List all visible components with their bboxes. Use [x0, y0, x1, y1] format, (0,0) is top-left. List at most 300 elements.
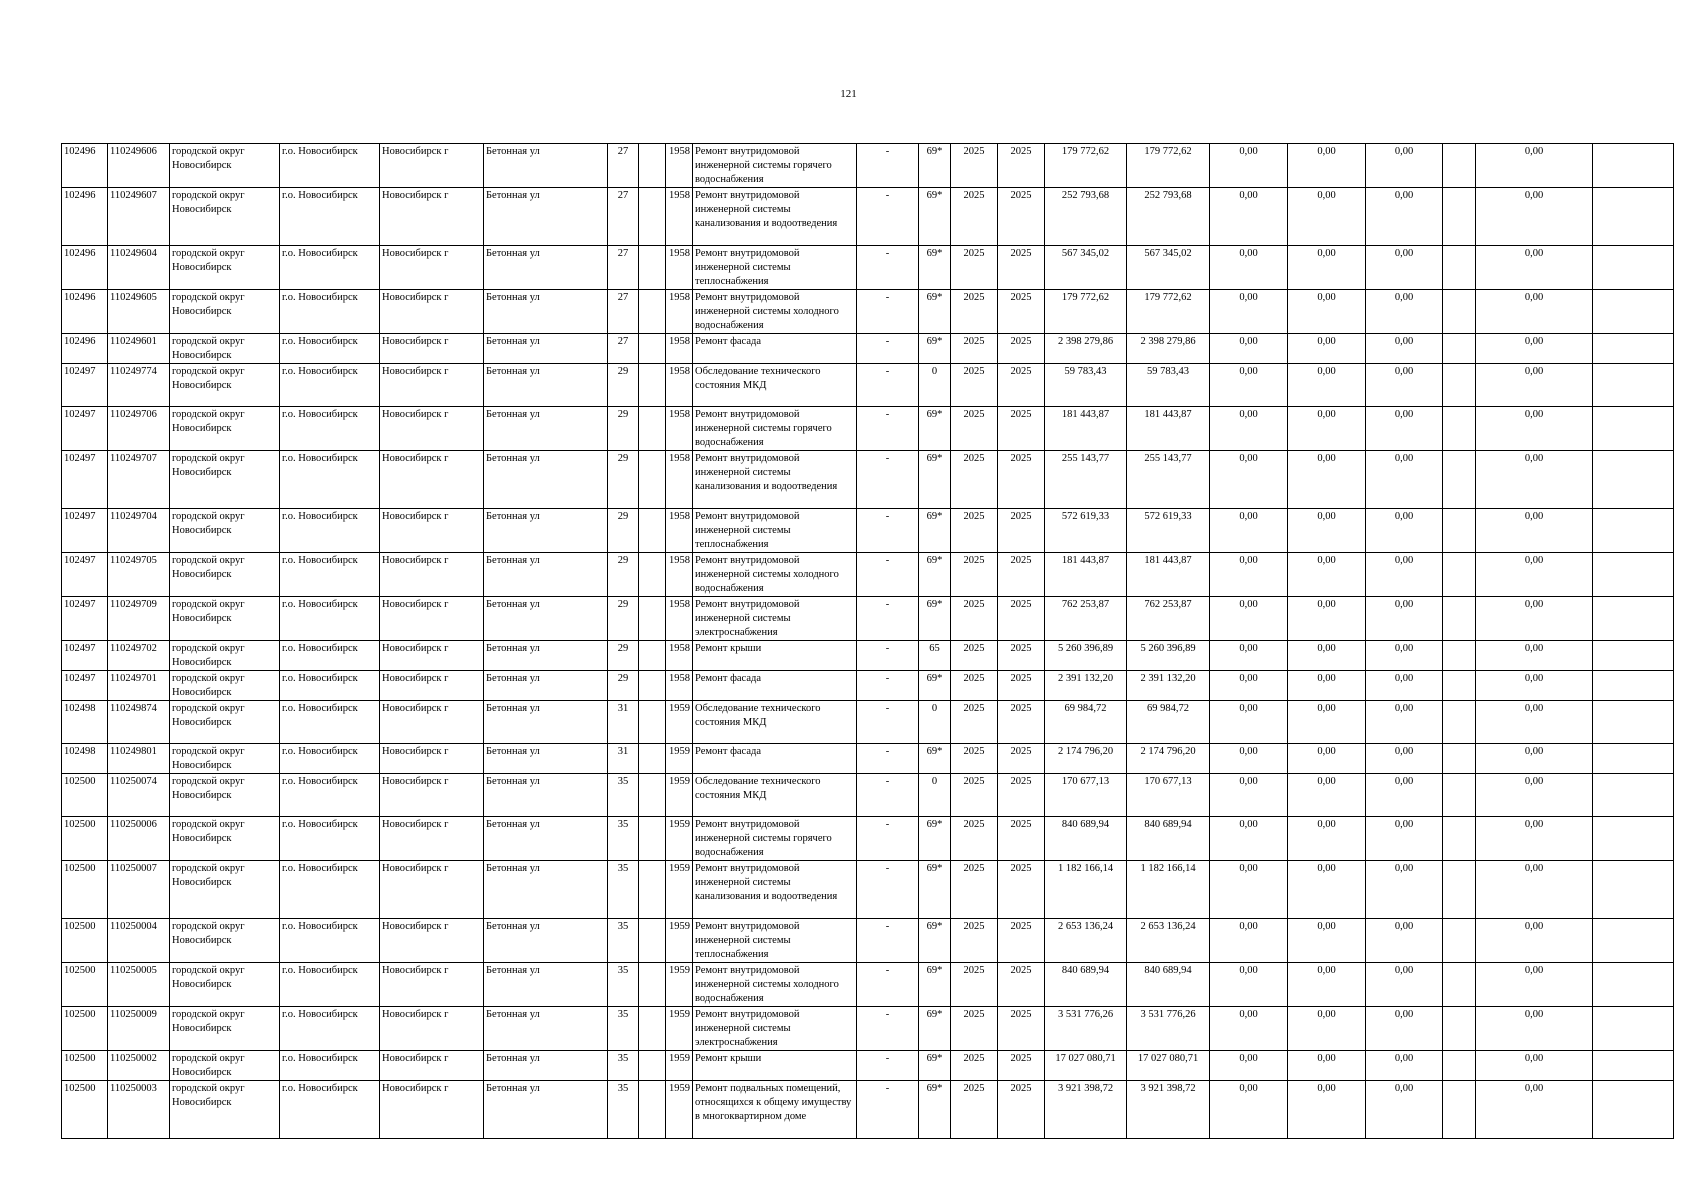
cell-plan-year-start: 2025: [951, 144, 998, 188]
cell-work-id: 110249707: [108, 451, 170, 509]
cell-wear-percent: 69*: [919, 188, 951, 246]
cell-other-funds: 0,00: [1476, 701, 1593, 744]
cell-wear-percent: 0: [919, 364, 951, 407]
cell-owners-funds: 0,00: [1366, 144, 1443, 188]
cell-plan-year-end: 2025: [998, 744, 1045, 774]
cell-budget-subject: 0,00: [1210, 553, 1288, 597]
cell-house-id: 102500: [62, 1081, 108, 1139]
table-row: [62, 334, 1674, 364]
cell-fund-cost: 69 984,72: [1127, 701, 1210, 744]
cell-house-number: 35: [608, 919, 639, 963]
cell-city-district: г.о. Новосибирск: [280, 774, 380, 817]
cell-total-cost: 840 689,94: [1045, 817, 1127, 861]
cell-work-type: Ремонт внутридомовой инженерной системы холодного водоснабжения: [693, 290, 857, 334]
cell-budget-subject: 0,00: [1210, 1081, 1288, 1139]
cell-note: [1443, 1081, 1476, 1139]
cell-municipality: городской округ Новосибирск: [170, 963, 280, 1007]
cell-street: Бетонная ул: [484, 1081, 608, 1139]
table-row: [62, 246, 1674, 290]
cell-other-funds: 0,00: [1476, 290, 1593, 334]
cell-unit: -: [857, 553, 919, 597]
cell-year-built: 1959: [666, 1007, 693, 1051]
cell-municipality: городской округ Новосибирск: [170, 509, 280, 553]
cell-unit: -: [857, 144, 919, 188]
cell-locality: Новосибирск г: [380, 188, 484, 246]
cell-fund-cost: 572 619,33: [1127, 509, 1210, 553]
cell-plan-year-start: 2025: [951, 774, 998, 817]
cell-municipality: городской округ Новосибирск: [170, 290, 280, 334]
cell-extra: [1593, 290, 1674, 334]
cell-work-type: Ремонт внутридомовой инженерной системы канализования и водоотведения: [693, 188, 857, 246]
cell-other-funds: 0,00: [1476, 597, 1593, 641]
cell-street: Бетонная ул: [484, 774, 608, 817]
cell-city-district: г.о. Новосибирск: [280, 246, 380, 290]
cell-year-built: 1959: [666, 817, 693, 861]
cell-other-funds: 0,00: [1476, 553, 1593, 597]
cell-locality: Новосибирск г: [380, 1007, 484, 1051]
cell-other-funds: 0,00: [1476, 641, 1593, 671]
cell-city-district: г.о. Новосибирск: [280, 1007, 380, 1051]
cell-extra: [1593, 246, 1674, 290]
cell-fund-cost: 252 793,68: [1127, 188, 1210, 246]
cell-city-district: г.о. Новосибирск: [280, 407, 380, 451]
cell-street: Бетонная ул: [484, 641, 608, 671]
cell-year-built: 1959: [666, 744, 693, 774]
cell-owners-funds: 0,00: [1366, 1051, 1443, 1081]
cell-municipality: городской округ Новосибирск: [170, 671, 280, 701]
cell-extra: [1593, 144, 1674, 188]
cell-municipality: городской округ Новосибирск: [170, 188, 280, 246]
cell-unit: -: [857, 334, 919, 364]
cell-street: Бетонная ул: [484, 290, 608, 334]
cell-house-number: 35: [608, 1081, 639, 1139]
cell-locality: Новосибирск г: [380, 1051, 484, 1081]
cell-work-id: 110250002: [108, 1051, 170, 1081]
cell-work-id: 110249702: [108, 641, 170, 671]
cell-house-id: 102497: [62, 509, 108, 553]
cell-total-cost: 181 443,87: [1045, 407, 1127, 451]
cell-work-type: Ремонт крыши: [693, 641, 857, 671]
cell-building: [639, 701, 666, 744]
cell-house-id: 102497: [62, 364, 108, 407]
cell-extra: [1593, 861, 1674, 919]
cell-owners-funds: 0,00: [1366, 641, 1443, 671]
cell-total-cost: 3 921 398,72: [1045, 1081, 1127, 1139]
cell-budget-local: 0,00: [1288, 246, 1366, 290]
cell-work-type: Ремонт внутридомовой инженерной системы электроснабжения: [693, 1007, 857, 1051]
cell-work-type: Ремонт внутридомовой инженерной системы канализования и водоотведения: [693, 451, 857, 509]
cell-extra: [1593, 671, 1674, 701]
cell-unit: -: [857, 451, 919, 509]
cell-other-funds: 0,00: [1476, 451, 1593, 509]
cell-total-cost: 181 443,87: [1045, 553, 1127, 597]
cell-house-id: 102497: [62, 407, 108, 451]
cell-work-id: 110250004: [108, 919, 170, 963]
cell-budget-subject: 0,00: [1210, 701, 1288, 744]
cell-budget-local: 0,00: [1288, 144, 1366, 188]
cell-house-number: 29: [608, 509, 639, 553]
cell-street: Бетонная ул: [484, 817, 608, 861]
cell-work-id: 110249706: [108, 407, 170, 451]
cell-other-funds: 0,00: [1476, 817, 1593, 861]
cell-note: [1443, 1051, 1476, 1081]
cell-year-built: 1958: [666, 364, 693, 407]
cell-building: [639, 509, 666, 553]
cell-work-type: Ремонт подвальных помещений, относящихся к общему имуществу в многоквартирном доме: [693, 1081, 857, 1139]
cell-locality: Новосибирск г: [380, 701, 484, 744]
cell-note: [1443, 1007, 1476, 1051]
cell-plan-year-start: 2025: [951, 246, 998, 290]
cell-municipality: городской округ Новосибирск: [170, 597, 280, 641]
cell-locality: Новосибирск г: [380, 597, 484, 641]
cell-owners-funds: 0,00: [1366, 1007, 1443, 1051]
cell-other-funds: 0,00: [1476, 919, 1593, 963]
cell-budget-local: 0,00: [1288, 451, 1366, 509]
cell-year-built: 1958: [666, 188, 693, 246]
cell-total-cost: 1 182 166,14: [1045, 861, 1127, 919]
register-body: [62, 144, 1674, 1139]
cell-building: [639, 861, 666, 919]
cell-house-id: 102496: [62, 290, 108, 334]
capital-repair-register-table: [61, 143, 1674, 1139]
cell-note: [1443, 144, 1476, 188]
cell-municipality: городской округ Новосибирск: [170, 701, 280, 744]
cell-plan-year-end: 2025: [998, 641, 1045, 671]
cell-unit: -: [857, 1051, 919, 1081]
cell-total-cost: 59 783,43: [1045, 364, 1127, 407]
cell-building: [639, 188, 666, 246]
table-row: [62, 553, 1674, 597]
cell-unit: -: [857, 246, 919, 290]
cell-total-cost: 255 143,77: [1045, 451, 1127, 509]
cell-other-funds: 0,00: [1476, 1007, 1593, 1051]
cell-fund-cost: 170 677,13: [1127, 774, 1210, 817]
cell-note: [1443, 963, 1476, 1007]
cell-owners-funds: 0,00: [1366, 744, 1443, 774]
cell-year-built: 1959: [666, 963, 693, 1007]
table-row: [62, 597, 1674, 641]
cell-year-built: 1958: [666, 597, 693, 641]
cell-plan-year-start: 2025: [951, 597, 998, 641]
cell-owners-funds: 0,00: [1366, 188, 1443, 246]
cell-extra: [1593, 1007, 1674, 1051]
table-row: [62, 919, 1674, 963]
cell-street: Бетонная ул: [484, 701, 608, 744]
cell-budget-local: 0,00: [1288, 671, 1366, 701]
cell-plan-year-end: 2025: [998, 1051, 1045, 1081]
cell-plan-year-end: 2025: [998, 246, 1045, 290]
cell-total-cost: 840 689,94: [1045, 963, 1127, 1007]
cell-plan-year-end: 2025: [998, 188, 1045, 246]
table-row: [62, 509, 1674, 553]
cell-work-id: 110250006: [108, 817, 170, 861]
cell-house-number: 35: [608, 817, 639, 861]
cell-plan-year-end: 2025: [998, 817, 1045, 861]
cell-plan-year-start: 2025: [951, 919, 998, 963]
cell-work-id: 110249605: [108, 290, 170, 334]
cell-budget-subject: 0,00: [1210, 188, 1288, 246]
cell-street: Бетонная ул: [484, 963, 608, 1007]
cell-work-type: Ремонт внутридомовой инженерной системы горячего водоснабжения: [693, 407, 857, 451]
cell-total-cost: 3 531 776,26: [1045, 1007, 1127, 1051]
cell-owners-funds: 0,00: [1366, 451, 1443, 509]
cell-plan-year-start: 2025: [951, 744, 998, 774]
cell-budget-subject: 0,00: [1210, 451, 1288, 509]
cell-street: Бетонная ул: [484, 671, 608, 701]
cell-locality: Новосибирск г: [380, 451, 484, 509]
cell-total-cost: 2 174 796,20: [1045, 744, 1127, 774]
cell-plan-year-start: 2025: [951, 407, 998, 451]
cell-work-id: 110249701: [108, 671, 170, 701]
cell-total-cost: 69 984,72: [1045, 701, 1127, 744]
cell-year-built: 1959: [666, 774, 693, 817]
cell-work-type: Ремонт внутридомовой инженерной системы горячего водоснабжения: [693, 817, 857, 861]
cell-other-funds: 0,00: [1476, 509, 1593, 553]
cell-wear-percent: 69*: [919, 919, 951, 963]
cell-municipality: городской округ Новосибирск: [170, 1081, 280, 1139]
table-row: [62, 451, 1674, 509]
cell-work-type: Ремонт внутридомовой инженерной системы теплоснабжения: [693, 246, 857, 290]
cell-fund-cost: 59 783,43: [1127, 364, 1210, 407]
cell-total-cost: 179 772,62: [1045, 144, 1127, 188]
cell-city-district: г.о. Новосибирск: [280, 597, 380, 641]
cell-year-built: 1959: [666, 1081, 693, 1139]
cell-work-type: Ремонт внутридомовой инженерной системы теплоснабжения: [693, 509, 857, 553]
cell-note: [1443, 817, 1476, 861]
cell-work-type: Ремонт фасада: [693, 744, 857, 774]
cell-budget-subject: 0,00: [1210, 641, 1288, 671]
cell-house-number: 35: [608, 963, 639, 1007]
cell-street: Бетонная ул: [484, 407, 608, 451]
cell-fund-cost: 3 921 398,72: [1127, 1081, 1210, 1139]
cell-total-cost: 252 793,68: [1045, 188, 1127, 246]
cell-total-cost: 17 027 080,71: [1045, 1051, 1127, 1081]
cell-budget-local: 0,00: [1288, 919, 1366, 963]
cell-budget-subject: 0,00: [1210, 919, 1288, 963]
cell-municipality: городской округ Новосибирск: [170, 817, 280, 861]
cell-wear-percent: 69*: [919, 671, 951, 701]
cell-city-district: г.о. Новосибирск: [280, 1051, 380, 1081]
cell-budget-subject: 0,00: [1210, 861, 1288, 919]
cell-building: [639, 671, 666, 701]
cell-owners-funds: 0,00: [1366, 671, 1443, 701]
cell-budget-local: 0,00: [1288, 407, 1366, 451]
cell-year-built: 1958: [666, 144, 693, 188]
cell-work-id: 110249704: [108, 509, 170, 553]
cell-extra: [1593, 744, 1674, 774]
cell-plan-year-end: 2025: [998, 1007, 1045, 1051]
cell-unit: -: [857, 817, 919, 861]
cell-total-cost: 2 653 136,24: [1045, 919, 1127, 963]
cell-owners-funds: 0,00: [1366, 364, 1443, 407]
cell-fund-cost: 255 143,77: [1127, 451, 1210, 509]
cell-budget-local: 0,00: [1288, 553, 1366, 597]
cell-municipality: городской округ Новосибирск: [170, 641, 280, 671]
cell-year-built: 1959: [666, 701, 693, 744]
cell-wear-percent: 69*: [919, 451, 951, 509]
cell-extra: [1593, 334, 1674, 364]
cell-municipality: городской округ Новосибирск: [170, 744, 280, 774]
cell-wear-percent: 69*: [919, 290, 951, 334]
cell-house-id: 102498: [62, 744, 108, 774]
cell-wear-percent: 69*: [919, 963, 951, 1007]
cell-fund-cost: 17 027 080,71: [1127, 1051, 1210, 1081]
cell-fund-cost: 3 531 776,26: [1127, 1007, 1210, 1051]
cell-unit: -: [857, 641, 919, 671]
cell-work-type: Ремонт внутридомовой инженерной системы канализования и водоотведения: [693, 861, 857, 919]
cell-plan-year-end: 2025: [998, 553, 1045, 597]
table-row: [62, 1051, 1674, 1081]
cell-wear-percent: 69*: [919, 246, 951, 290]
cell-budget-local: 0,00: [1288, 641, 1366, 671]
cell-extra: [1593, 597, 1674, 641]
cell-locality: Новосибирск г: [380, 744, 484, 774]
cell-budget-subject: 0,00: [1210, 671, 1288, 701]
cell-budget-local: 0,00: [1288, 1051, 1366, 1081]
cell-extra: [1593, 188, 1674, 246]
cell-budget-subject: 0,00: [1210, 334, 1288, 364]
cell-locality: Новосибирск г: [380, 334, 484, 364]
cell-work-type: Обследование технического состояния МКД: [693, 364, 857, 407]
cell-budget-subject: 0,00: [1210, 744, 1288, 774]
cell-plan-year-start: 2025: [951, 701, 998, 744]
cell-owners-funds: 0,00: [1366, 553, 1443, 597]
cell-house-number: 27: [608, 290, 639, 334]
cell-plan-year-end: 2025: [998, 701, 1045, 744]
table-row: [62, 671, 1674, 701]
cell-plan-year-end: 2025: [998, 290, 1045, 334]
cell-plan-year-start: 2025: [951, 817, 998, 861]
cell-extra: [1593, 1051, 1674, 1081]
cell-building: [639, 407, 666, 451]
cell-note: [1443, 861, 1476, 919]
cell-building: [639, 597, 666, 641]
cell-extra: [1593, 1081, 1674, 1139]
cell-work-id: 110250007: [108, 861, 170, 919]
cell-house-id: 102498: [62, 701, 108, 744]
cell-wear-percent: 69*: [919, 597, 951, 641]
cell-plan-year-start: 2025: [951, 1007, 998, 1051]
cell-street: Бетонная ул: [484, 1051, 608, 1081]
cell-building: [639, 774, 666, 817]
cell-extra: [1593, 364, 1674, 407]
table-row: [62, 963, 1674, 1007]
cell-city-district: г.о. Новосибирск: [280, 144, 380, 188]
cell-wear-percent: 0: [919, 774, 951, 817]
cell-extra: [1593, 407, 1674, 451]
cell-fund-cost: 567 345,02: [1127, 246, 1210, 290]
cell-owners-funds: 0,00: [1366, 701, 1443, 744]
cell-house-number: 35: [608, 861, 639, 919]
cell-other-funds: 0,00: [1476, 407, 1593, 451]
cell-budget-local: 0,00: [1288, 364, 1366, 407]
cell-street: Бетонная ул: [484, 553, 608, 597]
cell-extra: [1593, 509, 1674, 553]
cell-owners-funds: 0,00: [1366, 407, 1443, 451]
cell-building: [639, 451, 666, 509]
cell-note: [1443, 701, 1476, 744]
cell-other-funds: 0,00: [1476, 671, 1593, 701]
cell-budget-local: 0,00: [1288, 597, 1366, 641]
cell-work-id: 110249606: [108, 144, 170, 188]
cell-other-funds: 0,00: [1476, 364, 1593, 407]
cell-municipality: городской округ Новосибирск: [170, 919, 280, 963]
cell-house-number: 27: [608, 144, 639, 188]
cell-extra: [1593, 817, 1674, 861]
cell-plan-year-end: 2025: [998, 597, 1045, 641]
cell-wear-percent: 65: [919, 641, 951, 671]
cell-house-number: 29: [608, 641, 639, 671]
cell-work-id: 110250074: [108, 774, 170, 817]
cell-municipality: городской округ Новосибирск: [170, 334, 280, 364]
cell-year-built: 1958: [666, 553, 693, 597]
cell-municipality: городской округ Новосибирск: [170, 407, 280, 451]
cell-plan-year-end: 2025: [998, 1081, 1045, 1139]
cell-plan-year-start: 2025: [951, 553, 998, 597]
cell-fund-cost: 2 174 796,20: [1127, 744, 1210, 774]
cell-building: [639, 1081, 666, 1139]
cell-owners-funds: 0,00: [1366, 509, 1443, 553]
cell-owners-funds: 0,00: [1366, 919, 1443, 963]
cell-house-id: 102500: [62, 774, 108, 817]
cell-building: [639, 919, 666, 963]
cell-extra: [1593, 701, 1674, 744]
cell-building: [639, 553, 666, 597]
cell-unit: -: [857, 407, 919, 451]
cell-municipality: городской округ Новосибирск: [170, 451, 280, 509]
cell-locality: Новосибирск г: [380, 144, 484, 188]
cell-plan-year-start: 2025: [951, 451, 998, 509]
cell-note: [1443, 290, 1476, 334]
cell-other-funds: 0,00: [1476, 774, 1593, 817]
cell-house-id: 102496: [62, 144, 108, 188]
cell-city-district: г.о. Новосибирск: [280, 641, 380, 671]
cell-street: Бетонная ул: [484, 188, 608, 246]
cell-locality: Новосибирск г: [380, 553, 484, 597]
cell-house-id: 102497: [62, 451, 108, 509]
cell-city-district: г.о. Новосибирск: [280, 334, 380, 364]
cell-unit: -: [857, 671, 919, 701]
cell-house-number: 31: [608, 744, 639, 774]
cell-city-district: г.о. Новосибирск: [280, 1081, 380, 1139]
cell-fund-cost: 2 653 136,24: [1127, 919, 1210, 963]
cell-extra: [1593, 641, 1674, 671]
cell-house-number: 27: [608, 246, 639, 290]
cell-locality: Новосибирск г: [380, 963, 484, 1007]
cell-other-funds: 0,00: [1476, 144, 1593, 188]
cell-budget-subject: 0,00: [1210, 290, 1288, 334]
cell-street: Бетонная ул: [484, 919, 608, 963]
cell-locality: Новосибирск г: [380, 407, 484, 451]
cell-municipality: городской округ Новосибирск: [170, 246, 280, 290]
cell-extra: [1593, 774, 1674, 817]
cell-city-district: г.о. Новосибирск: [280, 919, 380, 963]
cell-city-district: г.о. Новосибирск: [280, 817, 380, 861]
cell-street: Бетонная ул: [484, 509, 608, 553]
cell-wear-percent: 69*: [919, 1051, 951, 1081]
cell-budget-local: 0,00: [1288, 701, 1366, 744]
cell-house-id: 102497: [62, 641, 108, 671]
cell-work-type: Ремонт внутридомовой инженерной системы электроснабжения: [693, 597, 857, 641]
cell-unit: -: [857, 364, 919, 407]
cell-budget-subject: 0,00: [1210, 963, 1288, 1007]
cell-note: [1443, 364, 1476, 407]
cell-work-type: Ремонт внутридомовой инженерной системы горячего водоснабжения: [693, 144, 857, 188]
cell-house-id: 102496: [62, 188, 108, 246]
cell-total-cost: 762 253,87: [1045, 597, 1127, 641]
cell-year-built: 1958: [666, 641, 693, 671]
table-row: [62, 641, 1674, 671]
